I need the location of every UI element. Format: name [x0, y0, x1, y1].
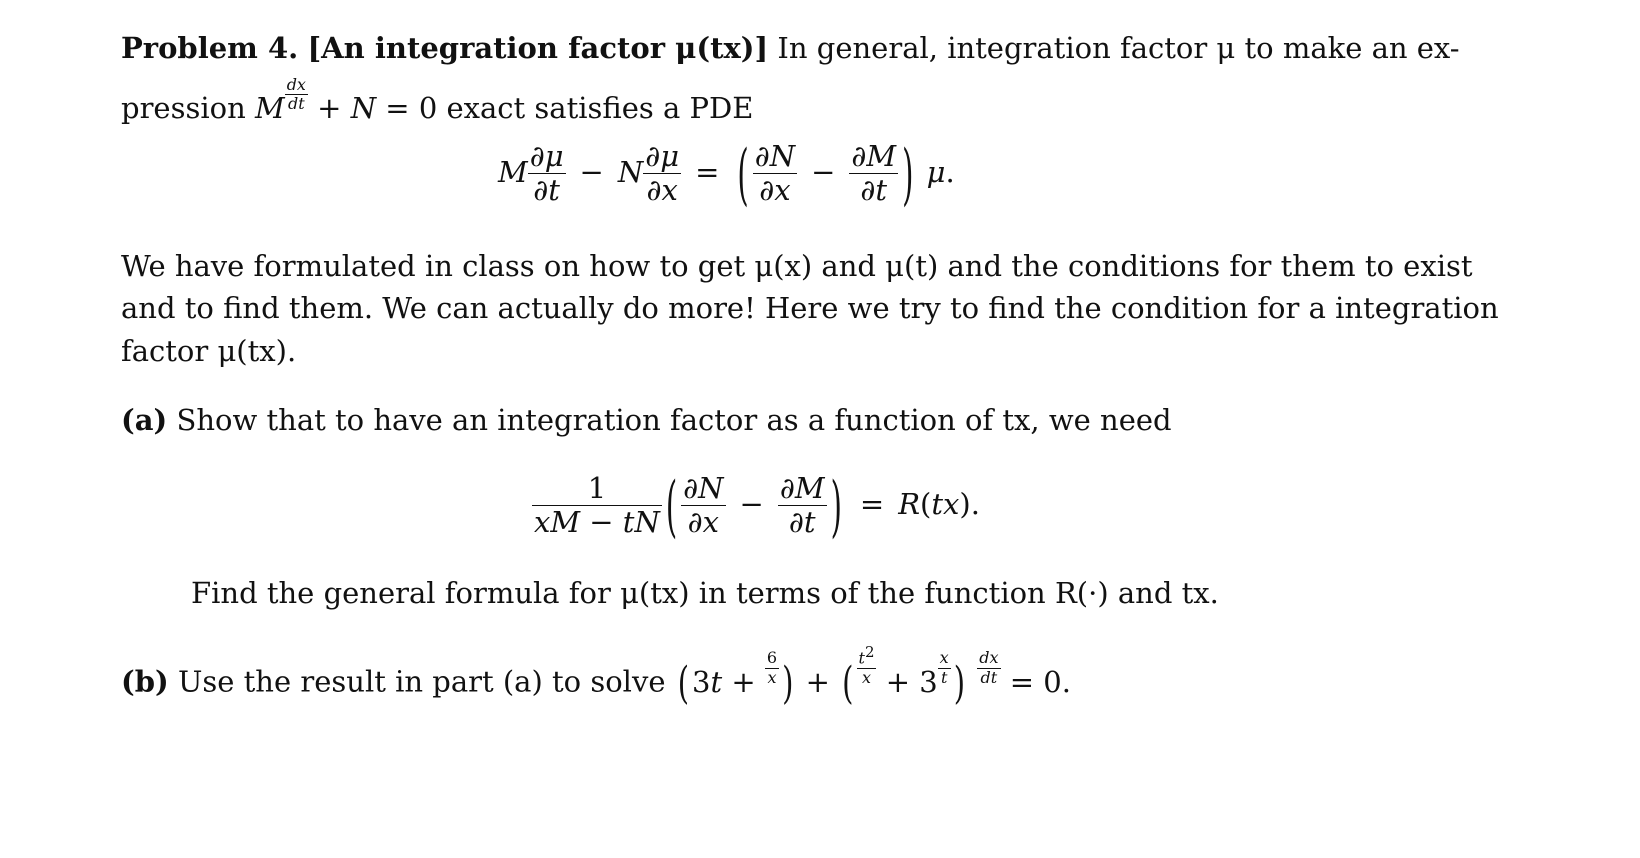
pde-equation [498, 134, 955, 213]
intro-line2-end: exact satisfies a PDE [446, 91, 754, 126]
problem-topic: [An integration factor μ(tx)] [307, 31, 769, 65]
inline-expression: M $\frac{dx}{dt}$ + N = 0 [254, 75, 438, 126]
problem-heading: Problem 4. [121, 31, 299, 65]
intro-line2-start: pression [121, 91, 246, 126]
paragraph-line-3: factor μ(tx). [121, 334, 297, 368]
part-a-statement [121, 403, 1172, 437]
pde-text [0, 0, 1, 1]
part-a-followup: Find the general formula for μ(tx) in terms of the function R(·) and tx. [191, 576, 1219, 610]
problem-intro-line1: In general, integration factor μ to make an ex- [777, 31, 1460, 65]
part-a-label: (a) [121, 403, 168, 437]
paragraph-line-1: We have formulated in class on how to get μ(x) and μ(t) and the conditions for them to exist [121, 249, 1473, 283]
part-b-label: (b) [121, 664, 169, 699]
part-b-statement [121, 643, 1071, 709]
part-a-condition: $\frac{1}{xM - tN}$ ( $\frac{\partial N}{\partial x}$ − $\frac{\partial M}{\partial t}$ ) = R(tx). [534, 466, 980, 545]
pde-formula: M $\frac{\partial\mu}{\partial t}$ − N $\frac{\partial\mu}{\partial x}$ = ( $\frac{\partial N}{\partial x}$ − $\frac{\partial M}{\partial t}$ ) μ. [498, 134, 955, 213]
part-b-text: Use the result in part (a) to solve [177, 664, 666, 699]
problem-header-line [121, 31, 1460, 65]
part-b-equation: ( 3t + $\frac{6}{x}$ ) + ( $\frac{t^2}{x}$ + 3 $\frac{x}{t}$ ) $\frac{dx}{dt}$ = 0. [677, 643, 1071, 709]
math-text-alternatives [0, 0, 1, 1]
paragraph-line-2: and to find them. We can actually do more! Here we try to find the condition for a integration [121, 291, 1499, 325]
part-a-text: Show that to have an integration factor as a function of tx, we need [176, 403, 1172, 437]
problem-intro-line2 [121, 75, 754, 126]
